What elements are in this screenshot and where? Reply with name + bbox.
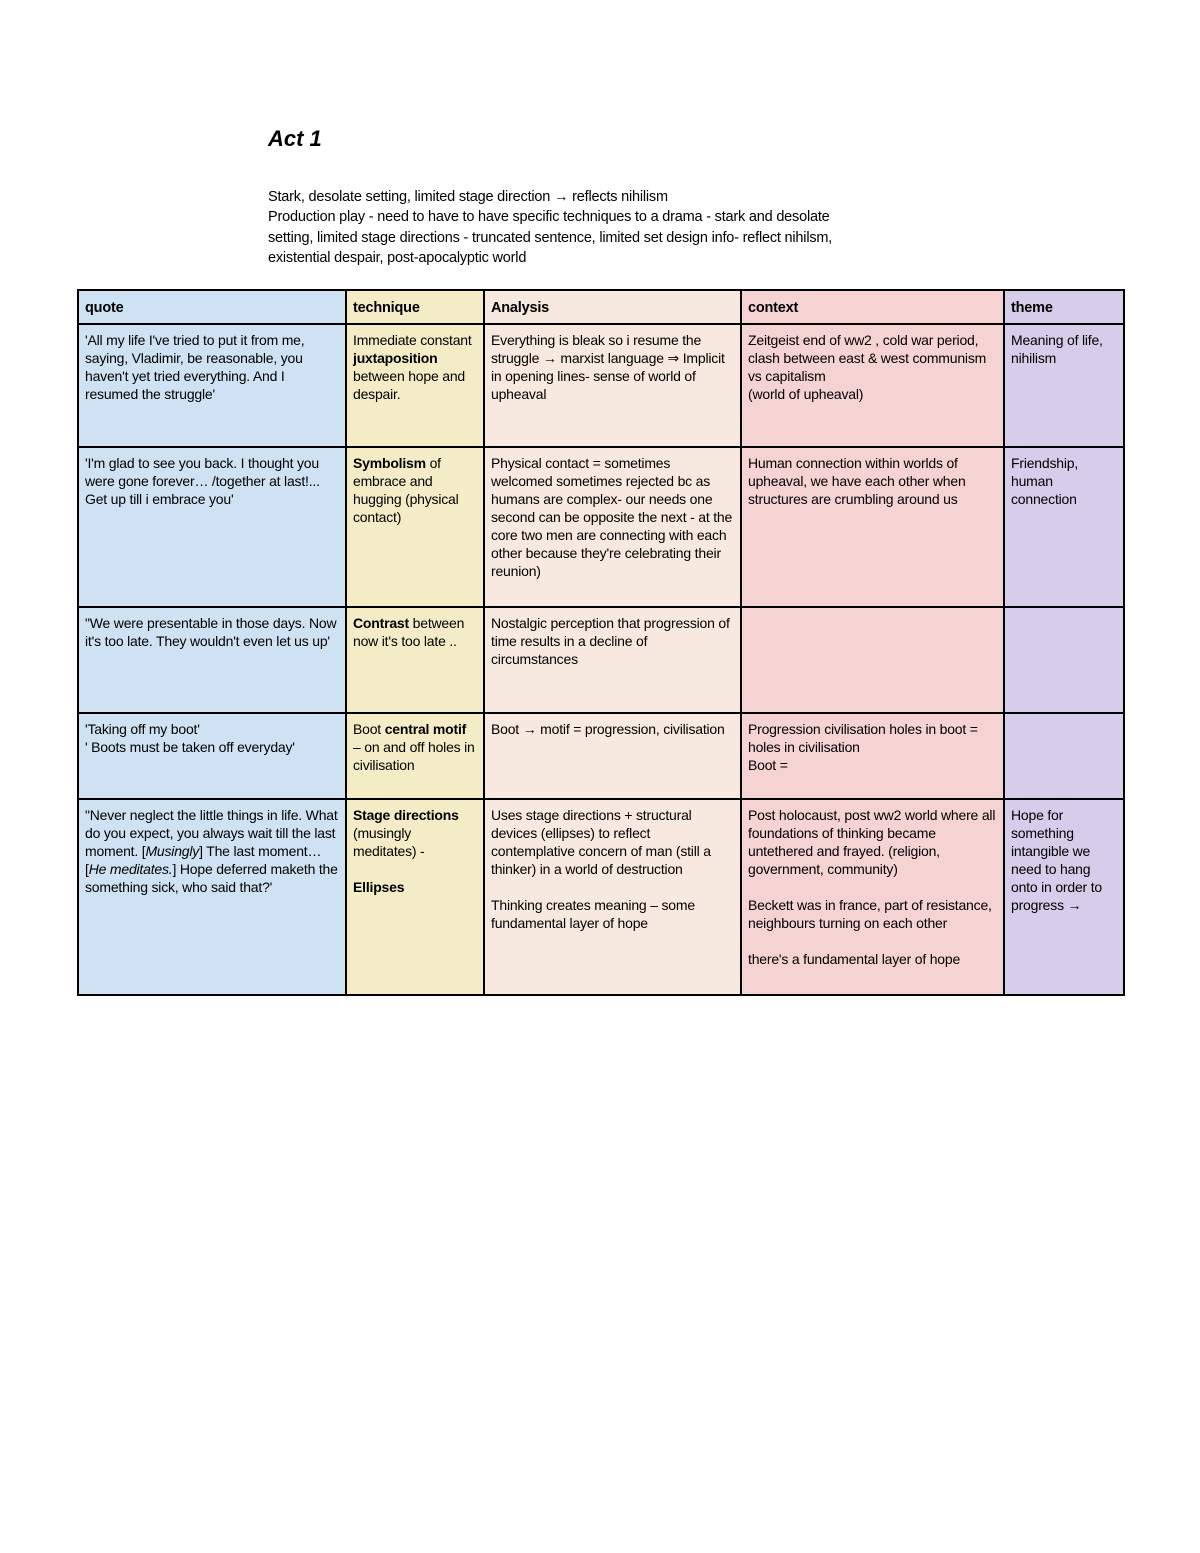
technique-text: – on and off holes in civilisation <box>353 739 475 773</box>
technique-text: of embrace and hugging (physical contact) <box>353 455 459 525</box>
technique-cell <box>346 799 484 995</box>
analysis-cell: Physical contact = sometimes welcomed sometimes rejected bc as humans are complex- our needs one second can be opposite the next - at the core two men are connecting with each other because they're celebrating their reunion) <box>484 447 741 607</box>
analysis-cell: Boot → motif = progression, civilisation <box>484 713 741 799</box>
quote-cell: 'I'm glad to see you back. I thought you were gone forever… /together at last!... Get up till i embrace you' <box>78 447 346 607</box>
technique-cell <box>346 447 484 607</box>
spacer <box>748 932 997 950</box>
intro-line: setting, limited stage directions - truncated sentence, limited set design info- reflect nihilsm, <box>268 229 833 246</box>
table-header-row <box>78 290 1124 324</box>
context-line: Zeitgeist end of ww2 , cold war period, clash between east & west communism vs capitalism <box>748 332 987 384</box>
quote-cell: 'All my life I've tried to put it from me, saying, Vladimir, be reasonable, you haven't yet tried everything. And I resumed the struggle' <box>78 324 346 447</box>
analysis-table <box>77 289 1125 996</box>
technique-keyword: Ellipses <box>353 879 405 895</box>
intro-line: Stark, desolate setting, limited stage direction → reflects nihilism <box>268 189 668 205</box>
theme-cell <box>1004 607 1124 713</box>
context-cell <box>741 607 1004 713</box>
context-cell <box>741 324 1004 447</box>
theme-cell: Friendship, human connection <box>1004 447 1124 607</box>
technique-cell <box>346 607 484 713</box>
quote-cell <box>78 713 346 799</box>
context-line: Progression civilisation holes in boot = holes in civilisation <box>748 721 978 755</box>
quote-text: ] Hope deferred maketh the something sick, who said that?' <box>85 861 338 895</box>
context-cell: Human connection within worlds of upheaval, we have each other when structures are crumbling around us <box>741 447 1004 607</box>
analysis-paragraph: Thinking creates meaning – some fundamental layer of hope <box>491 897 695 931</box>
technique-keyword: juxtaposition <box>353 350 438 366</box>
intro-line: Production play - need to have to have specific techniques to a drama - stark and desolate <box>268 209 830 226</box>
technique-text: Immediate constant <box>353 332 472 348</box>
analysis-cell: Nostalgic perception that progression of time results in a decline of circumstances <box>484 607 741 713</box>
technique-text: (musingly meditates) - <box>353 825 425 859</box>
table-row <box>78 713 1124 799</box>
context-paragraph: Post holocaust, post ww2 world where all foundations of thinking became untethered and frayed. (religion, government, community) <box>748 807 996 877</box>
analysis-paragraph: Uses stage directions + structural devices (ellipses) to reflect contemplative concern of man (still a thinker) in a world of destruction <box>491 807 711 877</box>
quote-text: "Never neglect the little things in life. What do you expect, you always wait till the last moment. [ <box>85 807 338 859</box>
context-line: Boot = <box>748 757 788 773</box>
theme-cell <box>1004 713 1124 799</box>
context-paragraph: there's a fundamental layer of hope <box>748 951 961 967</box>
technique-text: between hope and despair. <box>353 368 466 402</box>
page-title: Act 1 <box>268 126 322 151</box>
quote-text: ] The last moment… [ <box>85 843 322 877</box>
header-analysis: Analysis <box>484 290 741 324</box>
spacer <box>748 878 997 896</box>
technique-text: Boot <box>353 721 385 737</box>
table-row <box>78 324 1124 447</box>
header-theme: theme <box>1004 290 1124 324</box>
intro-paragraph <box>268 187 928 269</box>
stage-direction: He meditates. <box>88 861 173 877</box>
table-row <box>78 799 1124 995</box>
intro-line: existential despair, post-apocalyptic world <box>268 250 527 267</box>
context-line: (world of upheaval) <box>748 386 864 402</box>
context-cell <box>741 799 1004 995</box>
stage-direction: Musingly <box>145 843 200 859</box>
technique-keyword: Contrast <box>353 615 409 631</box>
context-cell <box>741 713 1004 799</box>
quote-line: ' Boots must be taken off everyday' <box>85 739 295 755</box>
context-paragraph: Beckett was in france, part of resistance, neighbours turning on each other <box>748 897 992 931</box>
technique-keyword: central motif <box>384 721 467 737</box>
quote-line: 'Taking off my boot' <box>85 721 200 737</box>
analysis-cell <box>484 799 741 995</box>
quote-cell: "We were presentable in those days. Now it's too late. They wouldn't even let us up' <box>78 607 346 713</box>
analysis-cell: Everything is bleak so i resume the struggle → marxist language ⇒ Implicit in opening lines- sense of world of upheaval <box>484 324 741 447</box>
technique-keyword: Stage directions <box>353 807 459 823</box>
technique-cell <box>346 713 484 799</box>
spacer <box>353 860 477 878</box>
quote-cell <box>78 799 346 995</box>
technique-keyword: Symbolism <box>353 455 426 471</box>
table-row <box>78 607 1124 713</box>
technique-text: between now it's too late .. <box>353 615 465 649</box>
spacer <box>491 878 734 896</box>
theme-cell: Meaning of life, nihilism <box>1004 324 1124 447</box>
table-row <box>78 447 1124 607</box>
header-context: context <box>741 290 1004 324</box>
header-technique: technique <box>346 290 484 324</box>
technique-cell <box>346 324 484 447</box>
header-quote: quote <box>78 290 346 324</box>
theme-cell: Hope for something intangible we need to hang onto in order to progress → <box>1004 799 1124 995</box>
